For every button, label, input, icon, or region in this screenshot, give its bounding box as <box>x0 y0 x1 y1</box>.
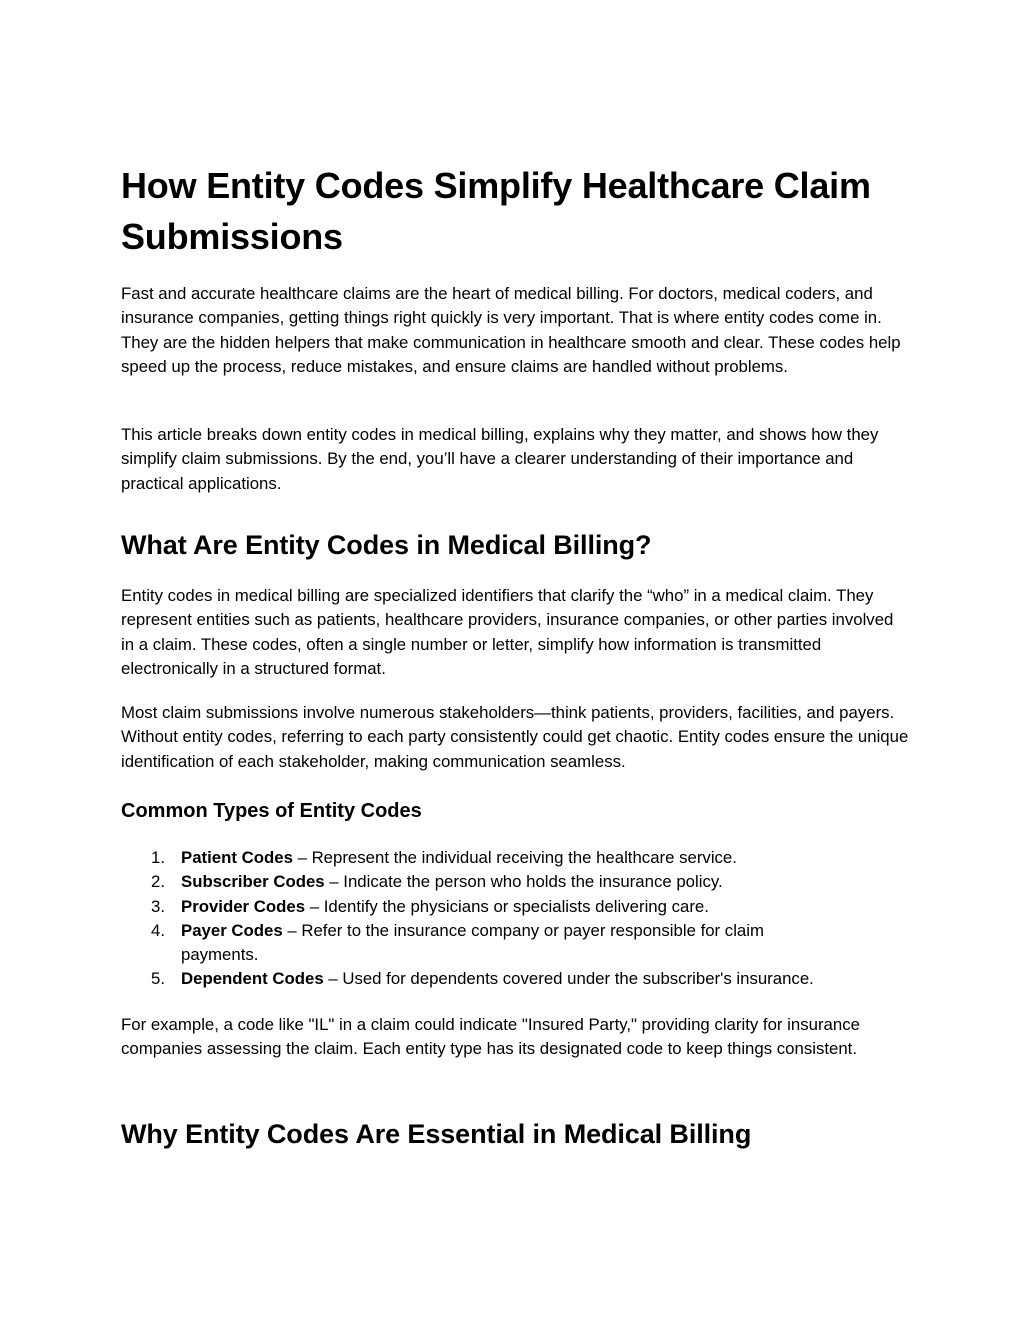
list-item <box>121 967 821 991</box>
list-item <box>121 870 821 894</box>
list-item-description: – Refer to the insurance company or payer responsible for claim payments. <box>181 920 764 965</box>
list-item-description: – Identify the physicians or specialists delivering care. <box>305 896 709 916</box>
intro-paragraph-2: This article breaks down entity codes in medical billing, explains why they matter, and shows how they simplify claim submissions. By the end, you’ll have a clearer understanding of their importance and practical applications. <box>121 425 879 493</box>
section1-paragraph-1: Entity codes in medical billing are specialized identifiers that clarify the “who” in a medical claim. They represent entities such as patients, healthcare providers, insurance companies, or other parties involved in a claim. These codes, often a single number or letter, simplify how information is transmitted electronically in a structured format. <box>121 586 894 678</box>
section-heading-why-essential: Why Entity Codes Are Essential in Medical Billing <box>121 1119 752 1149</box>
list-item-number: 1. <box>151 848 165 867</box>
list-item <box>121 846 821 870</box>
list-item-term: Patient Codes <box>181 848 293 867</box>
subsection-heading-common-types: Common Types of Entity Codes <box>121 800 422 822</box>
list-item-description: – Indicate the person who holds the insurance policy. <box>324 872 723 892</box>
list-item-term: Subscriber Codes <box>181 872 325 892</box>
list-item-number: 4. <box>151 920 165 940</box>
list-item <box>121 895 821 919</box>
list-item-number: 5. <box>151 969 165 989</box>
list-item-description: – Used for dependents covered under the subscriber's insurance. <box>323 969 814 989</box>
example-paragraph: For example, a code like "IL" in a claim could indicate "Insured Party," providing clarity for insurance companies assessing the claim. Each entity type has its designated code to keep things consistent. <box>121 1015 860 1059</box>
list-item-term: Payer Codes <box>181 920 283 940</box>
section1-paragraph-2: Most claim submissions involve numerous stakeholders—think patients, providers, facilities, and payers. Without entity codes, referring to each party consistently could get chaotic. Entity codes ensure the unique identification of each stakeholder, making communication seamless. <box>121 703 909 771</box>
list-item-term: Dependent Codes <box>181 969 324 989</box>
list-item-term: Provider Codes <box>181 896 306 916</box>
list-item-number: 2. <box>151 872 165 892</box>
list-item <box>121 919 821 968</box>
list-item-description: – Represent the individual receiving the healthcare service. <box>292 848 737 867</box>
page-title: How Entity Codes Simplify Healthcare Claim Submissions <box>121 165 871 257</box>
intro-paragraph-1: Fast and accurate healthcare claims are the heart of medical billing. For doctors, medical coders, and insurance companies, getting things right quickly is very important. That is where entity codes come in. They are the hidden helpers that make communication in healthcare smooth and clear. These codes help speed up the process, reduce mistakes, and ensure claims are handled without problems. <box>121 284 901 376</box>
entity-code-types-list <box>121 846 911 992</box>
list-item-number: 3. <box>151 896 165 916</box>
section-heading-what-are-entity-codes: What Are Entity Codes in Medical Billing? <box>121 530 652 560</box>
